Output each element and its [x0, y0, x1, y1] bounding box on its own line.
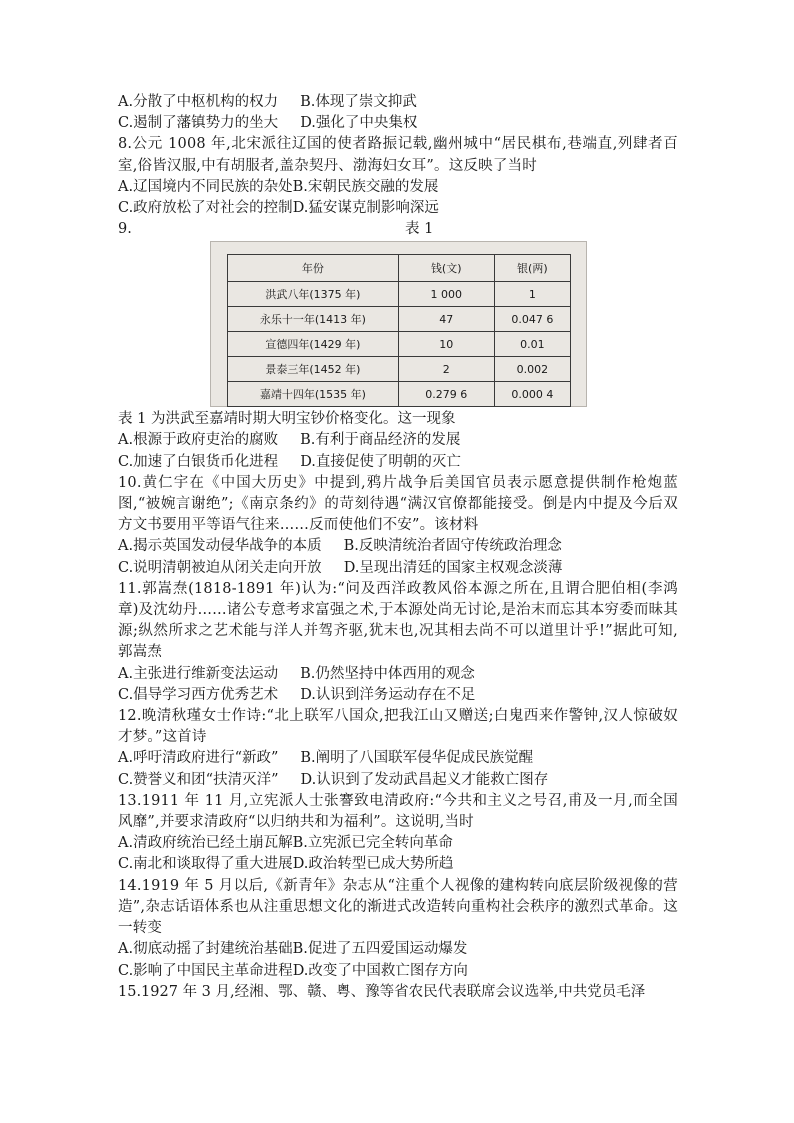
q9-options-ab: [118, 430, 678, 451]
q7-options-ab: [118, 92, 678, 113]
question-14: 14.1919 年 5 月以后,《新青年》杂志从“注重个人视像的建构转向底层阶级视像的营造”,杂志话语体系也从注重思想文化的渐进式改造转向重构社会秩序的激烈式革命。这一转变: [118, 877, 678, 937]
option-a: A.辽国境内不同民族的杂处: [118, 178, 293, 195]
cell-coin: 10: [398, 332, 494, 357]
option-a: A.彻底动摇了封建统治基础: [118, 941, 293, 958]
table-row: [228, 332, 571, 357]
question-8: 8.公元 1008 年,北宋派往辽国的使者路振记载,幽州城中“居民棋布,巷端直,列肆者百室,俗皆汉服,中有胡服者,盖杂契丹、渤海妇女耳”。这反映了当时: [118, 136, 678, 174]
option-c: C.政府放松了对社会的控制: [118, 200, 293, 217]
table-row: [228, 357, 571, 382]
option-b: B.反映清统治者固守传统政治理念: [343, 538, 562, 555]
option-c: C.遏制了藩镇势力的坐大: [118, 115, 279, 132]
question-9-number: 9.: [118, 221, 132, 238]
cell-coin: 2: [398, 357, 494, 382]
table-row: [228, 382, 571, 407]
price-table: [227, 254, 571, 407]
cell-silver: 1: [494, 282, 570, 307]
question-13: 13.1911 年 11 月,立宪派人士张謇致电清政府:“今共和主义之号召,甫及一月,而全国风靡”,并要求清政府“以归纳共和为福利”。这说明,当时: [118, 792, 678, 831]
option-c: C.影响了中国民主革命进程: [118, 962, 293, 979]
cell-year: 景泰三年(1452 年): [228, 357, 399, 382]
option-c: C.倡导学习西方优秀艺术: [118, 686, 279, 703]
question-11: 11.郭嵩焘(1818-1891 年)认为:“问及西洋政教风俗本源之所在,且谓合肥伯相(李鸿章)及沈幼丹……诸公专意考求富强之术,于本源处尚无讨论,是治末而忘其本穷委而昧其源;纵然所求之艺术能与洋人并驾齐驱,犹末也,况其相去尚不可以道里计乎!”据此可知,郭嵩焘: [118, 580, 678, 661]
q11-options-cd: [118, 685, 678, 706]
option-a: A.主张进行维新变法运动: [118, 665, 279, 682]
option-d: D.认识到了发动武昌起义才能救亡图存: [300, 771, 549, 788]
option-c: C.加速了白银货币化进程: [118, 453, 279, 470]
option-d: D.认识到洋务运动存在不足: [300, 686, 476, 703]
q8-options-cd: [118, 198, 678, 219]
question-9-table-block: [118, 219, 678, 409]
cell-silver: 0.047 6: [494, 307, 570, 332]
option-b: B.体现了崇文抑武: [300, 94, 417, 110]
option-b: B.立宪派已完全转向革命: [292, 835, 453, 852]
option-c: C.说明清朝被迫从闭关走向开放: [118, 559, 322, 576]
option-b: B.促进了五四爱国运动爆发: [292, 941, 468, 958]
question-15: 15.1927 年 3 月,经湘、鄂、赣、粤、豫等省农民代表联席会议选举,中共党员毛泽: [118, 983, 646, 1000]
header-year: 年份: [228, 255, 399, 282]
table-header-row: [228, 255, 571, 282]
table-row: [228, 282, 571, 307]
cell-coin: 0.279 6: [398, 382, 494, 407]
cell-silver: 0.000 4: [494, 382, 570, 407]
option-d: D.猛安谋克制影响深远: [292, 200, 439, 217]
q10-options-ab: [118, 536, 678, 557]
option-a: A.清政府统治已经土崩瓦解: [118, 835, 293, 852]
option-d: D.政治转型已成大势所趋: [292, 856, 454, 873]
question-12: 12.晚清秋瑾女士作诗:“北上联军八国众,把我江山又赠送;白鬼西来作警钟,汉人惊破奴才梦。”这首诗: [118, 708, 678, 746]
cell-year: 宣德四年(1429 年): [228, 332, 399, 357]
exam-page: [118, 92, 678, 1003]
question-10: 10.黄仁宇在《中国大历史》中提到,鸦片战争后美国官员表示愿意提供制作枪炮蓝图,“被婉言谢绝”;《南京条约》的苛刻待遇“满汉官僚都能接受。倒是内中提及今后双方文书要用平等语气往来……反而使他们不安”。该材料: [118, 474, 678, 534]
table-row: [228, 307, 571, 332]
option-b: B.宋朝民族交融的发展: [292, 178, 439, 195]
q9-options-cd: [118, 452, 678, 473]
option-a: A.揭示英国发动侵华战争的本质: [118, 538, 322, 555]
cell-silver: 0.002: [494, 357, 570, 382]
q13-options-cd: [118, 854, 678, 875]
option-b: B.仍然坚持中体西用的观念: [300, 665, 475, 682]
cell-coin: 1 000: [398, 282, 494, 307]
header-coin: 钱(文): [398, 255, 494, 282]
option-a: A.根源于政府吏治的腐败: [118, 432, 279, 449]
option-d: D.呈现出清廷的国家主权观念淡薄: [343, 559, 563, 576]
option-a: A.分散了中枢机构的权力: [118, 94, 279, 110]
cell-year: 永乐十一年(1413 年): [228, 307, 399, 332]
q14-options-cd: [118, 961, 678, 982]
cell-year: 嘉靖十四年(1535 年): [228, 382, 399, 407]
option-d: D.直接促使了明朝的灭亡: [300, 453, 461, 470]
header-silver: 银(两): [494, 255, 570, 282]
option-d: D.改变了中国救亡图存方向: [292, 962, 468, 979]
q10-options-cd: [118, 558, 678, 579]
cell-silver: 0.01: [494, 332, 570, 357]
question-9-text: 表 1 为洪武至嘉靖时期大明宝钞价格变化。这一现象: [118, 411, 456, 428]
option-a: A.呼吁清政府进行“新政”: [118, 750, 279, 767]
option-b: B.阐明了八国联军侵华促成民族觉醒: [300, 750, 534, 767]
q11-options-ab: [118, 664, 678, 685]
q7-options-cd: [118, 113, 678, 134]
q12-options-cd: [118, 770, 678, 791]
cell-year: 洪武八年(1375 年): [228, 282, 399, 307]
q13-options-ab: [118, 833, 678, 854]
option-c: C.南北和谈取得了重大进展: [118, 856, 293, 873]
option-b: B.有利于商品经济的发展: [300, 432, 461, 449]
q14-options-ab: [118, 939, 678, 960]
table-caption: 表 1: [405, 221, 434, 238]
q12-options-ab: [118, 748, 678, 769]
option-c: C.赞誉义和团“扶清灭洋”: [118, 771, 279, 788]
table-photo: [210, 241, 587, 407]
q8-options-ab: [118, 177, 678, 198]
option-d: D.强化了中央集权: [300, 115, 418, 132]
cell-coin: 47: [398, 307, 494, 332]
